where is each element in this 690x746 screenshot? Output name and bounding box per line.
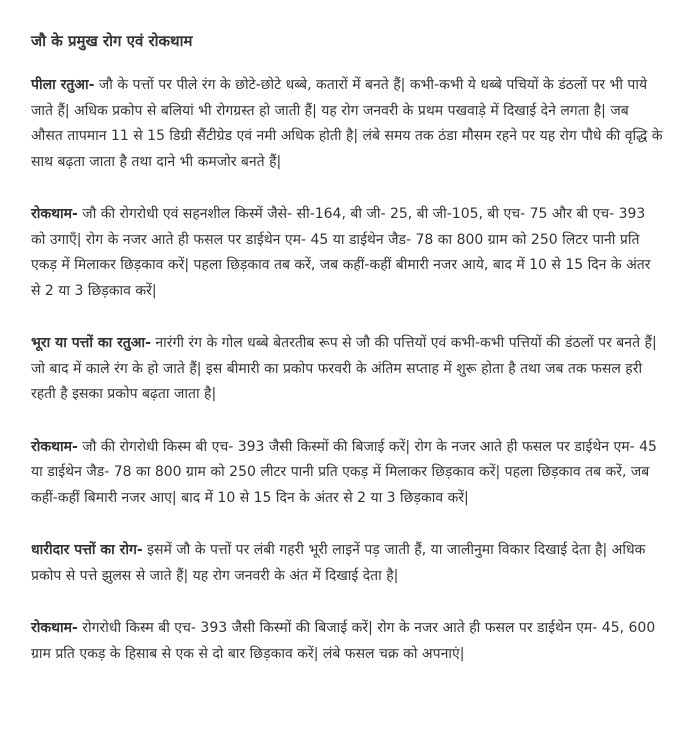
section-heading: पीला रतुआ- — [31, 77, 95, 93]
section-heading: भूरा या पत्तों का रतुआ- — [31, 335, 151, 351]
article-title: जौ के प्रमुख रोग एवं रोकथाम — [31, 32, 193, 50]
section-brown-rust-control — [31, 435, 664, 512]
section-brown-rust — [31, 331, 664, 408]
section-yellow-rust-control — [31, 202, 664, 304]
section-text: रोगरोधी किस्म बी एच- 393 जैसी किस्मों की बिजाई करें| रोग के नजर आते ही फसल पर डाईथेन एम- 45, 600 ग्राम प्रति एकड़ के हिसाब से एक से दो बार छिड़काव करें| लंबे फसल चक्र को अपनाएं| — [31, 620, 656, 662]
section-heading: धारीदार पत्तों का रोग- — [31, 542, 143, 558]
section-stripe-disease-control — [31, 616, 664, 667]
section-yellow-rust — [31, 73, 664, 175]
section-text: जौ की रोगरोधी एवं सहनशील किस्में जैसे- सी-164, बी जी- 25, बी जी-105, बी एच- 75 और बी एच- 393 को उगाएँ| रोग के नजर आते ही फसल पर डाईथेन एम- 45 या डाईथेन जैड- 78 का 800 ग्राम को 250 लिटर पानी प्रति एकड़ में मिलाकर छिड़काव करें| पहला छिड़काव तब करें, जब कहीं-कहीं बीमारी नजर आये, बाद में 10 से 15 दिन के अंतर से 2 या 3 छिड़काव करें| — [31, 206, 651, 299]
section-heading: रोकथाम- — [31, 620, 78, 636]
section-text: जौ की रोगरोधी किस्म बी एच- 393 जैसी किस्मों की बिजाई करें| रोग के नजर आते ही फसल पर डाईथेन एम- 45 या डाईथेन जैड- 78 का 800 ग्राम को 250 लीटर पानी प्रति एकड़ में मिलाकर छिड़काव करें| पहला छिड़काव तब करें, जब कहीं-कहीं बिमारी नजर आए| बाद में 10 से 15 दिन के अंतर से 2 या 3 छिड़काव करें| — [31, 438, 657, 506]
section-stripe-disease — [31, 538, 664, 589]
section-text: नारंगी रंग के गोल धब्बे बेतरतीब रूप से जौ की पत्तियों एवं कभी-कभी पत्तियों की डंठलों पर बनते हैं| जो बाद में काले रंग के हो जाते हैं| इस बीमारी का प्रकोप फरवरी के अंतिम सप्ताह में शुरू होता है तथा जब तक फसल हरी रहती है इसका प्रकोप बढ़ता जाता है| — [31, 335, 657, 402]
section-heading: रोकथाम- — [31, 438, 78, 455]
section-heading: रोकथाम- — [31, 206, 78, 222]
section-text: जौ के पत्तों पर पीले रंग के छोटे-छोटे धब्बे, कतारों में बनते हैं| कभी-कभी ये धब्बे पचियों के डंठलों पर भी पाये जाते हैं| अधिक प्रकोप से बलियां भी रोगग्रस्त हो जाती हैं| यह रोग जनवरी के प्रथम पखवाड़े में दिखाई देने लगता है| जब औसत तापमान 11 से 15 डिग्री सैंटीग्रेड एवं नमी अधिक होती है| लंबे समय तक ठंडा मौसम रहने पर यह रोग पौधे की वृद्धि के साथ बढ़ता जाता है तथा दाने भी कमजोर बनते हैं| — [31, 77, 663, 170]
section-text: इसमें जौ के पत्तों पर लंबी गहरी भूरी लाइनें पड़ जाती हैं, या जालीनुमा विकार दिखाई देता है| अधिक प्रकोप से पत्ते झुलस से जाते हैं| यह रोग जनवरी के अंत में दिखाई देता है| — [31, 542, 646, 584]
